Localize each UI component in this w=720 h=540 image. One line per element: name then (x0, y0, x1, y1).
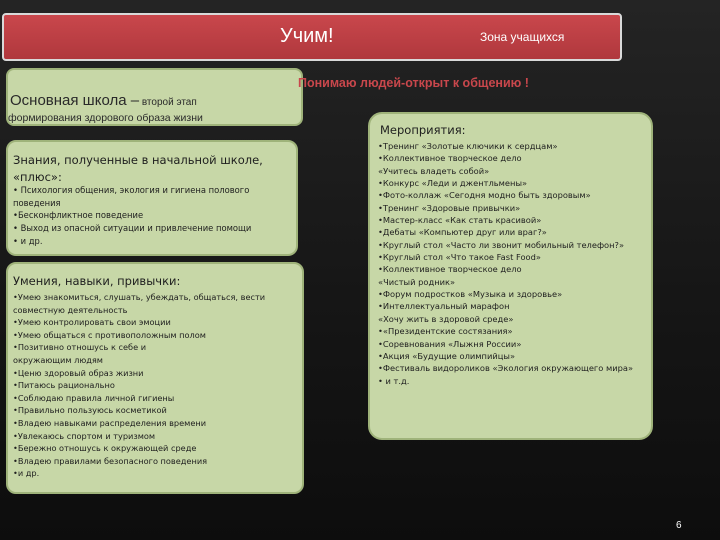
page-number: 6 (676, 520, 682, 531)
list-item: •Правильно пользуюсь косметикой (13, 405, 167, 416)
list-item: •Бесконфликтное поведение (13, 210, 144, 221)
knowledge-list (13, 184, 293, 248)
school-stage-title (10, 92, 197, 109)
list-item: •Фестиваль видороликов «Экология окружающего мира» (378, 363, 634, 374)
events-title: Мероприятия: (380, 123, 466, 137)
list-item: •Круглый стол «Часто ли звонит мобильный телефон?» (378, 239, 625, 250)
list-item: •Тренинг «Золотые ключики к сердцам» (378, 141, 558, 151)
list-item: •Мастер-класс «Как стать красивой» (378, 215, 542, 226)
list-item: •Конкурс «Леди и джентльмены» (378, 178, 528, 189)
list-item: •Питаюсь рационально (13, 380, 115, 391)
school-stage-sub: второй этап (139, 97, 197, 108)
list-item: •Коллективное творческое дело «Чистый родник» (378, 264, 522, 287)
list-item: •Умею общаться с противоположным полом (13, 329, 206, 340)
list-item: •Увлекаюсь спортом и туризмом (13, 430, 156, 441)
list-item: •Умею контролировать свои эмоции (13, 317, 171, 328)
school-stage-main: Основная школа – (10, 92, 140, 109)
list-item: •Ценю здоровый образ жизни (13, 367, 144, 378)
slide-title: Учим! (280, 25, 334, 47)
list-item: •Бережно отношусь к окружающей среде (13, 443, 197, 454)
list-item: •Владею навыками распределения времени (13, 417, 207, 428)
list-item: •Владею правилами безопасного поведения (13, 455, 208, 466)
events-list (378, 140, 648, 387)
list-item: •Дебаты «Компьютер друг или враг?» (378, 227, 547, 238)
skills-list (13, 291, 298, 480)
list-item: •Умею знакомиться, слушать, убеждать, общаться, вести совместную деятельность (13, 292, 266, 315)
slogan: Понимаю людей-открыт к общению ! (298, 76, 529, 90)
list-item: •Коллективное творческое дело «Учитесь владеть собой» (378, 153, 522, 176)
list-item: •и др. (13, 468, 40, 479)
knowledge-title: Знания, полученные в начальной школе, «плюс»: (13, 153, 263, 184)
list-item: •«Президентские состязания» (378, 326, 513, 337)
list-item: •Фото-коллаж «Сегодня модно быть здоровым» (378, 190, 591, 201)
list-item: •Позитивно отношусь к себе и окружающим людям (13, 342, 147, 365)
list-item: •Интеллектуальный марафон «Хочу жить в здоровой среде» (378, 301, 514, 324)
list-item: • Психология общения, экология и гигиена полового поведения (13, 185, 250, 208)
list-item: •Акция «Будущие олимпийцы» (378, 350, 516, 361)
skills-title: Умения, навыки, привычки: (13, 274, 181, 288)
list-item: • и т.д. (378, 375, 410, 386)
list-item: •Форум подростков «Музыка и здоровье» (378, 289, 563, 300)
zone-label: Зона учащихся (480, 30, 565, 44)
list-item: •Соблюдаю правила личной гигиены (13, 392, 175, 403)
list-item: •Круглый стол «Что такое Fast Food» (378, 252, 541, 263)
school-stage-caption: формирования здорового образа жизни (8, 112, 203, 124)
list-item: • и др. (13, 235, 43, 246)
list-item: •Тренинг «Здоровые привычки» (378, 202, 521, 213)
list-item: • Выход из опасной ситуации и привлечение помощи (13, 223, 252, 234)
list-item: •Соревнования «Лыжня России» (378, 338, 522, 349)
